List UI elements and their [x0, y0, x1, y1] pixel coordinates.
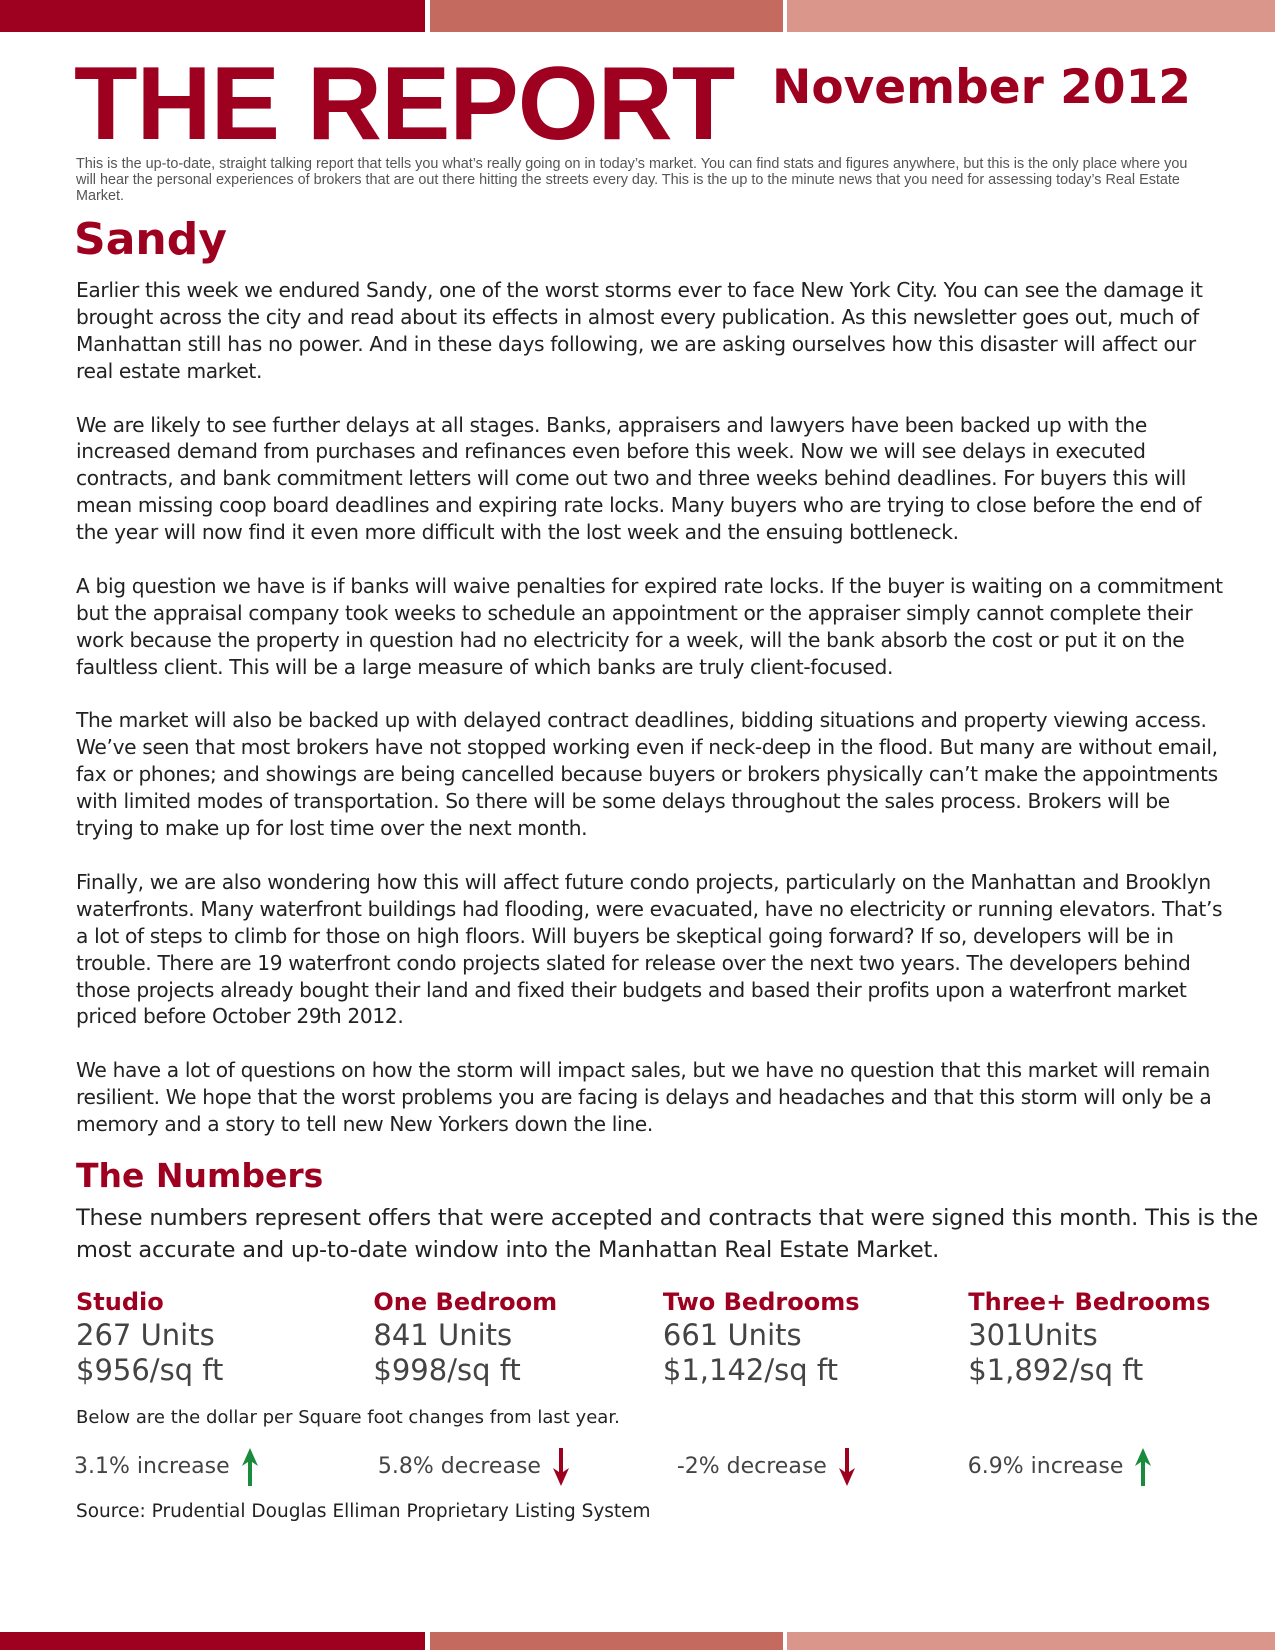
stat-title: One Bedroom: [373, 1287, 558, 1316]
arrow-up-icon: [240, 1446, 260, 1488]
stat-title: Three+ Bedrooms: [968, 1287, 1211, 1316]
stat-title: Studio: [76, 1287, 164, 1316]
stat-units: 267 Units: [76, 1317, 215, 1352]
arrow-up-icon: [1133, 1446, 1153, 1488]
paragraph: We are likely to see further delays at all stages. Banks, appraisers and lawyers have been backed up with the increased demand from purchases and refinances even before this week. Now we will see delays in executed contracts, and bank commitment letters will come out two and three weeks behind deadlines. For buyers this will mean missing coop board deadlines and expiring rate locks. Many buyers who are trying to close before the end of the year will now find it even more difficult with the lost week and the ensuing bottleneck.: [76, 412, 1202, 545]
arrow-down-icon: [551, 1446, 571, 1488]
header-bar-dark: [0, 0, 425, 32]
stat-units: 661 Units: [662, 1317, 802, 1352]
stat-title: Two Bedrooms: [662, 1287, 860, 1316]
changes-note: Below are the dollar per Square foot changes from last year.: [76, 1406, 620, 1428]
report-title: THE REPORT: [74, 46, 735, 162]
change-three-bedrooms: [968, 1444, 1226, 1490]
header-bar-mid: [430, 0, 783, 32]
change-text: 6.9% increase: [967, 1454, 1124, 1480]
stat-price: $1,142/sq ft: [662, 1352, 838, 1387]
stat-column-two-bedrooms: [663, 1286, 968, 1388]
stat-units: 841 Units: [373, 1317, 513, 1352]
stat-units: 301Units: [968, 1317, 1098, 1352]
change-text: 3.1% increase: [74, 1454, 230, 1480]
stat-column-studio: [76, 1286, 373, 1388]
stat-price: $998/sq ft: [373, 1352, 521, 1387]
header-bar-light: [787, 0, 1275, 32]
intro-text: This is the up-to-date, straight talking report that tells you what’s really going on in today’s market. You can find stats and figures anywhere, but this is the only place where you will hear the personal experiences of brokers that are out there hitting the streets every day. This is the up to the minute news that you need for assessing today’s Real Estate Market.: [76, 156, 1188, 204]
changes-row: [76, 1444, 1226, 1490]
paragraph: The market will also be backed up with delayed contract deadlines, bidding situations and property viewing access. We’ve seen that most brokers have not stopped working even if neck-deep in the flood. But many are without email, fax or phones; and showings are being cancelled because buyers or brokers physically can’t make the appointments with limited modes of transportation. So there will be some delays throughout the sales process. Brokers will be trying to make up for lost time over the next month.: [76, 708, 1218, 841]
change-two-bedrooms: [677, 1444, 968, 1490]
content-flow: [74, 277, 1259, 1524]
article-body: [76, 277, 1226, 1138]
paragraph: Finally, we are also wondering how this will affect future condo projects, particularly on the Manhattan and Brooklyn waterfronts. Many waterfront buildings had flooding, were evacuated, have no electricity or running elevators. That’s a lot of steps to climb for those on high floors. Will buyers be skeptical going forward? If so, developers will be in trouble. There are 19 waterfront condo projects slated for release over the next two years. The developers behind those projects already bought their land and fixed their budgets and based their profits upon a waterfront market priced before October 29th 2012.: [76, 869, 1223, 1029]
footer-bar-mid: [430, 1632, 783, 1650]
stat-price: $1,892/sq ft: [968, 1352, 1144, 1387]
numbers-description: These numbers represent offers that were accepted and contracts that were signed this month. This is the most accurate and up-to-date window into the Manhattan Real Estate Market.: [76, 1204, 1259, 1263]
footer-bar-dark: [0, 1632, 425, 1650]
numbers-heading: The Numbers: [76, 1155, 324, 1195]
change-studio: [74, 1444, 378, 1490]
change-text: 5.8% decrease: [377, 1454, 541, 1480]
change-text: -2% decrease: [676, 1454, 827, 1480]
footer-bar-light: [787, 1632, 1275, 1650]
article-heading: Sandy: [74, 214, 227, 265]
paragraph: We have a lot of questions on how the storm will impact sales, but we have no question that this market will remain resilient. We hope that the worst problems you are facing is delays and headaches and that this storm will only be a memory and a story to tell new New Yorkers down the line.: [76, 1058, 1212, 1137]
source-note: Source: Prudential Douglas Elliman Proprietary Listing System: [76, 1500, 651, 1522]
arrow-down-icon: [837, 1446, 857, 1488]
stat-column-one-bedroom: [373, 1286, 662, 1388]
stats-row: [76, 1286, 1226, 1388]
change-one-bedroom: [378, 1444, 677, 1490]
paragraph: A big question we have is if banks will waive penalties for expired rate locks. If the buyer is waiting on a commitment but the appraisal company took weeks to schedule an appointment or the appraiser simply cannot complete their work because the property in question had no electricity for a week, will the bank absorb the cost or put it on the faultless client. This will be a large measure of which banks are truly client-focused.: [76, 573, 1223, 679]
stat-column-three-bedrooms: [968, 1286, 1226, 1388]
paragraph: Earlier this week we endured Sandy, one of the worst storms ever to face New York City. You can see the damage it brought across the city and read about its effects in almost every publication. As this newsletter goes out, much of Manhattan still has no power. And in these days following, we are asking ourselves how this disaster will affect our real estate market.: [76, 278, 1203, 383]
report-date: November 2012: [772, 60, 1191, 115]
stat-price: $956/sq ft: [76, 1352, 224, 1387]
